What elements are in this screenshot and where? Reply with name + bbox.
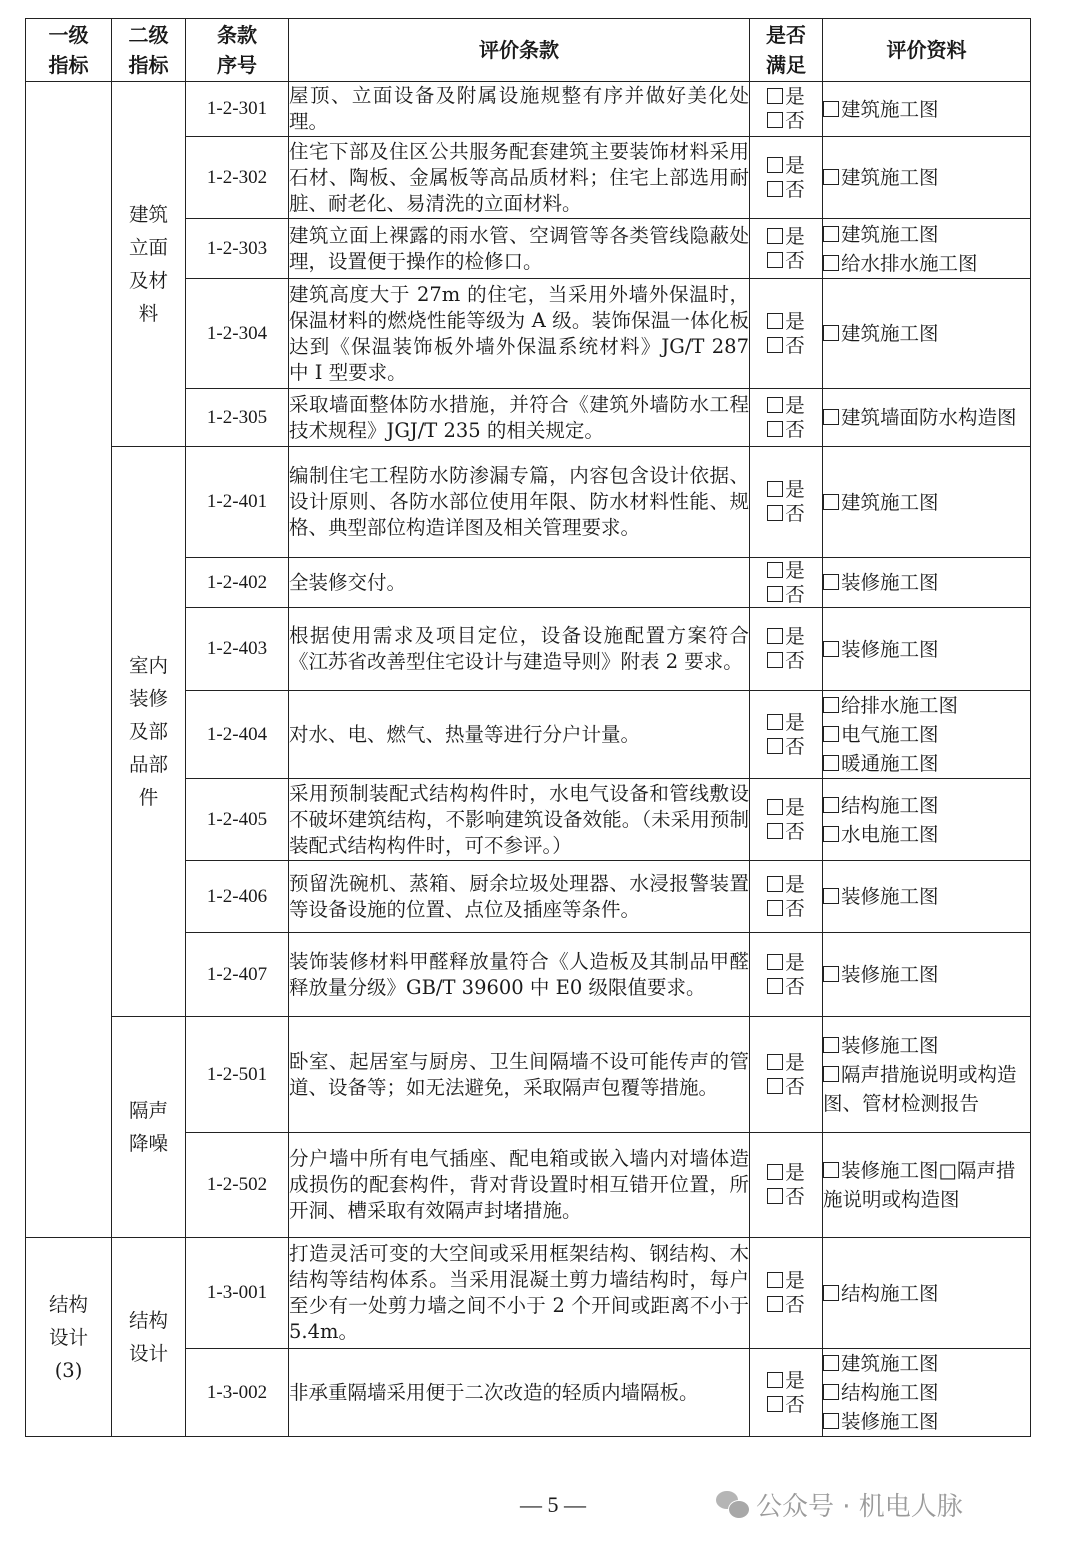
material-label: 建筑施工图 [841,222,939,246]
materials-cell [823,1238,1031,1349]
watermark [716,1486,963,1523]
no-label: 否 [785,177,805,201]
material-label: 隔声措施说明或构造图、管材检测报告 [823,1063,1017,1115]
no-checkbox[interactable] [767,823,783,839]
yes-checkbox[interactable] [767,799,783,815]
no-option[interactable] [750,109,822,133]
yes-option[interactable] [750,85,822,109]
clause-code: 1-2-304 [186,279,289,389]
material-option[interactable] [823,1060,1030,1118]
no-checkbox[interactable] [767,337,783,353]
no-option[interactable] [750,975,822,999]
materials-cell [823,861,1031,933]
no-option[interactable] [750,1075,822,1099]
material-option[interactable] [823,163,1030,192]
yes-checkbox[interactable] [767,1272,783,1288]
material-option[interactable] [823,220,1030,249]
no-label: 否 [785,896,805,920]
material-label: 建筑施工图 [841,1352,939,1375]
yes-label: 是 [785,1368,805,1392]
yes-checkbox[interactable] [767,562,783,578]
material-checkbox[interactable] [823,101,839,117]
material-checkbox[interactable] [823,697,839,713]
clause-code: 1-2-407 [186,933,289,1017]
clause-code: 1-2-401 [186,447,289,558]
clause-code: 1-2-301 [186,82,289,137]
no-option[interactable] [750,1185,822,1209]
material-label: 建筑施工图 [841,322,939,345]
materials-cell [823,608,1031,691]
yes-label: 是 [785,872,805,896]
header-level1: 一级 指标 [26,19,112,82]
no-label: 否 [785,1185,805,1208]
header-row [26,19,1031,82]
no-checkbox[interactable] [767,252,783,268]
yes-label: 是 [785,224,805,248]
no-label: 否 [785,502,805,525]
materials-cell [823,933,1031,1017]
material-checkbox[interactable] [823,1355,839,1371]
no-label: 否 [785,248,805,272]
clause-code: 1-2-501 [186,1017,289,1133]
yes-label: 是 [785,85,805,108]
materials-cell [823,691,1031,779]
no-label: 否 [785,417,805,441]
yes-checkbox[interactable] [767,954,783,970]
no-checkbox[interactable] [767,1078,783,1094]
clause-code: 1-2-406 [186,861,289,933]
satisfied-cell [750,1349,823,1437]
clause-code: 1-2-502 [186,1133,289,1238]
clause-text: 非承重隔墙采用便于二次改造的轻质内墙隔板。 [289,1349,750,1437]
material-label: 装修施工图 [841,1034,939,1057]
yes-label: 是 [785,393,805,417]
material-label: 建筑施工图 [841,97,939,121]
material-label: 水电施工图 [841,822,939,846]
table-row [26,447,1031,558]
no-checkbox[interactable] [767,1296,783,1312]
material-checkbox[interactable] [823,255,839,271]
material-label: 装修施工图 [841,1410,939,1433]
material-option[interactable] [823,488,1030,517]
no-label: 否 [785,333,805,357]
yes-option[interactable] [750,559,822,583]
no-option[interactable] [750,1393,822,1417]
yes-label: 是 [785,1269,805,1292]
clause-code: 1-3-001 [186,1238,289,1349]
material-checkbox[interactable] [823,641,839,657]
material-label: 结构施工图 [841,793,939,817]
level1-cell [26,82,112,1238]
yes-checkbox[interactable] [767,714,783,730]
clause-code: 1-2-405 [186,779,289,861]
yes-option[interactable] [750,1269,822,1293]
yes-label: 是 [785,1050,805,1074]
yes-option[interactable] [750,225,822,249]
clause-code: 1-3-002 [186,1349,289,1437]
clause-text: 采用预制装配式结构构件时，水电气设备和管线敷设不破坏建筑结构，不影响建筑设备效能。（未采用预制装配式结构构件时，可不参评。） [289,779,750,861]
clause-text: 卧室、起居室与厨房、卫生间隔墙不设可能传声的管道、设备等；如无法避免，采取隔声包覆等措施。 [289,1017,750,1133]
material-option[interactable] [823,1407,1030,1436]
material-checkbox[interactable] [823,1037,839,1053]
satisfied-cell [750,137,823,219]
clause-text: 分户墙中所有电气插座、配电箱或嵌入墙内对墙体造成损伤的配套构件，背对背设置时相互错开位置，所开洞、槽采取有效隔声封堵措施。 [289,1133,750,1238]
material-label: 结构施工图 [841,1381,939,1404]
yes-option[interactable] [750,394,822,418]
no-option[interactable] [750,418,822,442]
table-row [26,82,1031,137]
material-option[interactable] [823,720,1030,749]
satisfied-cell [750,389,823,447]
clause-text: 建筑高度大于 27m 的住宅，当采用外墙外保温时，保温材料的燃烧性能等级为 A 级。装饰保温一体化板达到《保温装饰板外墙外保温系统材料》JG/T 287 中 Ⅰ 型要求。 [289,279,750,389]
yes-option[interactable] [750,154,822,178]
satisfied-cell [750,1017,823,1133]
material-option[interactable] [823,95,1030,124]
materials-cell [823,1349,1031,1437]
satisfied-cell [750,608,823,691]
no-checkbox[interactable] [767,181,783,197]
material-checkbox[interactable] [823,1384,839,1400]
material-checkbox[interactable] [823,1413,839,1429]
no-checkbox[interactable] [767,978,783,994]
no-label: 否 [785,734,805,758]
materials-cell [823,558,1031,608]
no-checkbox[interactable] [767,900,783,916]
yes-checkbox[interactable] [767,88,783,104]
yes-checkbox[interactable] [767,397,783,413]
material-checkbox[interactable] [823,797,839,813]
material-label: 建筑施工图 [841,490,939,514]
clause-text: 装饰装修材料甲醛释放量符合《人造板及其制品甲醛释放量分级》GB/T 39600 中 E0 级限值要求。 [289,933,750,1017]
material-checkbox[interactable] [823,325,839,341]
satisfied-cell [750,447,823,558]
yes-option[interactable] [750,873,822,897]
clause-text: 打造灵活可变的大空间或采用框架结构、钢结构、木结构等结构体系。当采用混凝土剪力墙结构时，每户至少有一处剪力墙之间不小于 2 个开间或距离不小于 5.4m。 [289,1238,750,1349]
no-option[interactable] [750,334,822,358]
material-label: 给排水施工图 [841,694,959,717]
wechat-icon [716,1491,750,1519]
material-label: 装修施工图 [841,637,939,661]
materials-cell [823,1133,1031,1238]
yes-label: 是 [785,309,805,333]
material-option[interactable] [823,1279,1030,1308]
material-label: 给水排水施工图 [841,251,978,275]
no-label: 否 [785,109,805,132]
no-option[interactable] [750,178,822,202]
clause-text: 屋顶、立面设备及附属设施规整有序并做好美化处理。 [289,82,750,137]
yes-checkbox[interactable] [767,157,783,173]
material-option[interactable] [823,568,1030,597]
no-label: 否 [785,582,805,606]
material-checkbox[interactable] [823,966,839,982]
no-label: 否 [785,1392,805,1416]
clause-text: 全装修交付。 [289,558,750,608]
material-option[interactable] [823,1031,1030,1060]
clause-text: 建筑立面上裸露的雨水管、空调管等各类管线隐蔽处理，设置便于操作的检修口。 [289,219,750,279]
yes-label: 是 [785,950,805,974]
materials-cell [823,1017,1031,1133]
yes-checkbox[interactable] [767,228,783,244]
satisfied-cell [750,558,823,608]
material-checkbox[interactable] [823,226,839,242]
materials-cell [823,137,1031,219]
satisfied-cell [750,219,823,279]
yes-option[interactable] [750,1369,822,1393]
no-option[interactable] [750,583,822,607]
header-materials: 评价资料 [823,19,1031,82]
material-checkbox[interactable] [823,409,839,425]
no-checkbox[interactable] [767,586,783,602]
material-label: 结构施工图 [841,1281,939,1305]
no-checkbox[interactable] [767,112,783,128]
clause-code: 1-2-302 [186,137,289,219]
material-option[interactable] [823,1349,1030,1378]
materials-cell [823,779,1031,861]
no-checkbox[interactable] [767,1188,783,1204]
table-row [26,1017,1031,1133]
no-option[interactable] [750,649,822,673]
yes-label: 是 [785,710,805,734]
material-option[interactable] [823,691,1030,720]
yes-checkbox[interactable] [767,628,783,644]
material-checkbox[interactable] [823,755,839,771]
level2-cell: 结构 设计 [112,1238,186,1437]
no-label: 否 [785,974,805,998]
materials-cell [823,82,1031,137]
header-code: 条款 序号 [186,19,289,82]
watermark-text: 公众号 · 机电人脉 [756,1492,963,1522]
material-checkbox[interactable] [823,1066,839,1082]
material-checkbox[interactable] [823,494,839,510]
yes-option[interactable] [750,711,822,735]
clause-code: 1-2-305 [186,389,289,447]
satisfied-cell [750,691,823,779]
materials-cell [823,279,1031,389]
no-checkbox[interactable] [767,505,783,521]
no-option[interactable] [750,1293,822,1317]
material-checkbox[interactable] [823,1285,839,1301]
materials-cell [823,389,1031,447]
material-option[interactable] [823,1378,1030,1407]
clause-code: 1-2-403 [186,608,289,691]
material-checkbox[interactable] [823,169,839,185]
yes-checkbox[interactable] [767,1372,783,1388]
yes-label: 是 [785,558,805,582]
table-row [26,1238,1031,1349]
no-label: 否 [785,649,805,672]
material-checkbox[interactable] [823,826,839,842]
header-level2: 二级 指标 [112,19,186,82]
level2-cell: 隔声 降噪 [112,1017,186,1238]
no-checkbox[interactable] [767,421,783,437]
material-option[interactable] [823,960,1030,989]
satisfied-cell [750,1133,823,1238]
yes-checkbox[interactable] [767,481,783,497]
no-option[interactable] [750,820,822,844]
no-label: 否 [785,819,805,843]
material-label: 暖通施工图 [841,752,939,775]
no-option[interactable] [750,735,822,759]
yes-checkbox[interactable] [767,1054,783,1070]
material-checkbox[interactable] [823,574,839,590]
no-label: 否 [785,1293,805,1316]
evaluation-table [25,18,1031,1437]
materials-cell [823,447,1031,558]
header-clause: 评价条款 [289,19,750,82]
yes-option[interactable] [750,310,822,334]
yes-label: 是 [785,478,805,501]
clause-code: 1-2-402 [186,558,289,608]
yes-checkbox[interactable] [767,876,783,892]
material-option[interactable] [823,635,1030,664]
material-label: 装修施工图 [841,963,939,986]
material-label: 建筑墙面防水构造图 [841,406,1017,429]
material-label: 装修施工图 [841,571,939,594]
level2-cell: 室内 装修 及部 品部 件 [112,447,186,1017]
material-label: 电气施工图 [841,723,939,746]
no-checkbox[interactable] [767,1396,783,1412]
material-label: 建筑施工图 [841,166,939,189]
clause-code: 1-2-404 [186,691,289,779]
yes-option[interactable] [750,796,822,820]
material-option[interactable] [823,791,1030,820]
satisfied-cell [750,779,823,861]
yes-option[interactable] [750,1161,822,1185]
satisfied-cell [750,933,823,1017]
clause-text: 预留洗碗机、蒸箱、厨余垃圾处理器、水浸报警装置等设备设施的位置、点位及插座等条件。 [289,861,750,933]
material-checkbox[interactable] [823,1162,839,1178]
material-option[interactable] [823,249,1030,278]
clause-code: 1-2-303 [186,219,289,279]
no-checkbox[interactable] [767,738,783,754]
clause-text: 对水、电、燃气、热量等进行分户计量。 [289,691,750,779]
yes-label: 是 [785,795,805,819]
satisfied-cell [750,861,823,933]
no-label: 否 [785,1074,805,1098]
satisfied-cell [750,1238,823,1349]
materials-cell [823,219,1031,279]
no-checkbox[interactable] [767,652,783,668]
yes-option[interactable] [750,478,822,502]
material-option[interactable] [823,319,1030,348]
satisfied-cell [750,82,823,137]
yes-checkbox[interactable] [767,1164,783,1180]
clause-text: 根据使用需求及项目定位，设备设施配置方案符合《江苏省改善型住宅设计与建造导则》附表 2 要求。 [289,608,750,691]
material-option[interactable] [823,882,1030,911]
clause-text: 住宅下部及住区公共服务配套建筑主要装饰材料采用石材、陶板、金属板等高品质材料；住宅上部选用耐脏、耐老化、易清洗的立面材料。 [289,137,750,219]
yes-checkbox[interactable] [767,313,783,329]
material-option[interactable] [823,403,1030,432]
material-checkbox[interactable] [823,726,839,742]
no-option[interactable] [750,249,822,273]
clause-text: 编制住宅工程防水防渗漏专篇，内容包含设计依据、设计原则、各防水部位使用年限、防水材料性能、规格、典型部位构造详图及相关管理要求。 [289,447,750,558]
level1-cell: 结构 设计 (3) [26,1238,112,1437]
material-checkbox[interactable] [823,888,839,904]
material-option[interactable] [823,820,1030,849]
material-option[interactable] [823,1156,1030,1214]
yes-label: 是 [785,625,805,648]
clause-text: 采取墙面整体防水措施，并符合《建筑外墙防水工程技术规程》JGJ/T 235 的相关规定。 [289,389,750,447]
yes-option[interactable] [750,625,822,649]
no-option[interactable] [750,502,822,526]
yes-option[interactable] [750,1051,822,1075]
material-option[interactable] [823,749,1030,778]
satisfied-cell [750,279,823,389]
header-satisfied: 是否 满足 [750,19,823,82]
yes-label: 是 [785,153,805,177]
yes-option[interactable] [750,951,822,975]
material-label: 装修施工图□隔声措施说明或构造图 [823,1159,1016,1211]
yes-label: 是 [785,1161,805,1184]
material-label: 装修施工图 [841,885,939,908]
page-number: — 5 — [520,1492,586,1517]
level2-cell: 建筑 立面 及材 料 [112,82,186,447]
no-option[interactable] [750,897,822,921]
